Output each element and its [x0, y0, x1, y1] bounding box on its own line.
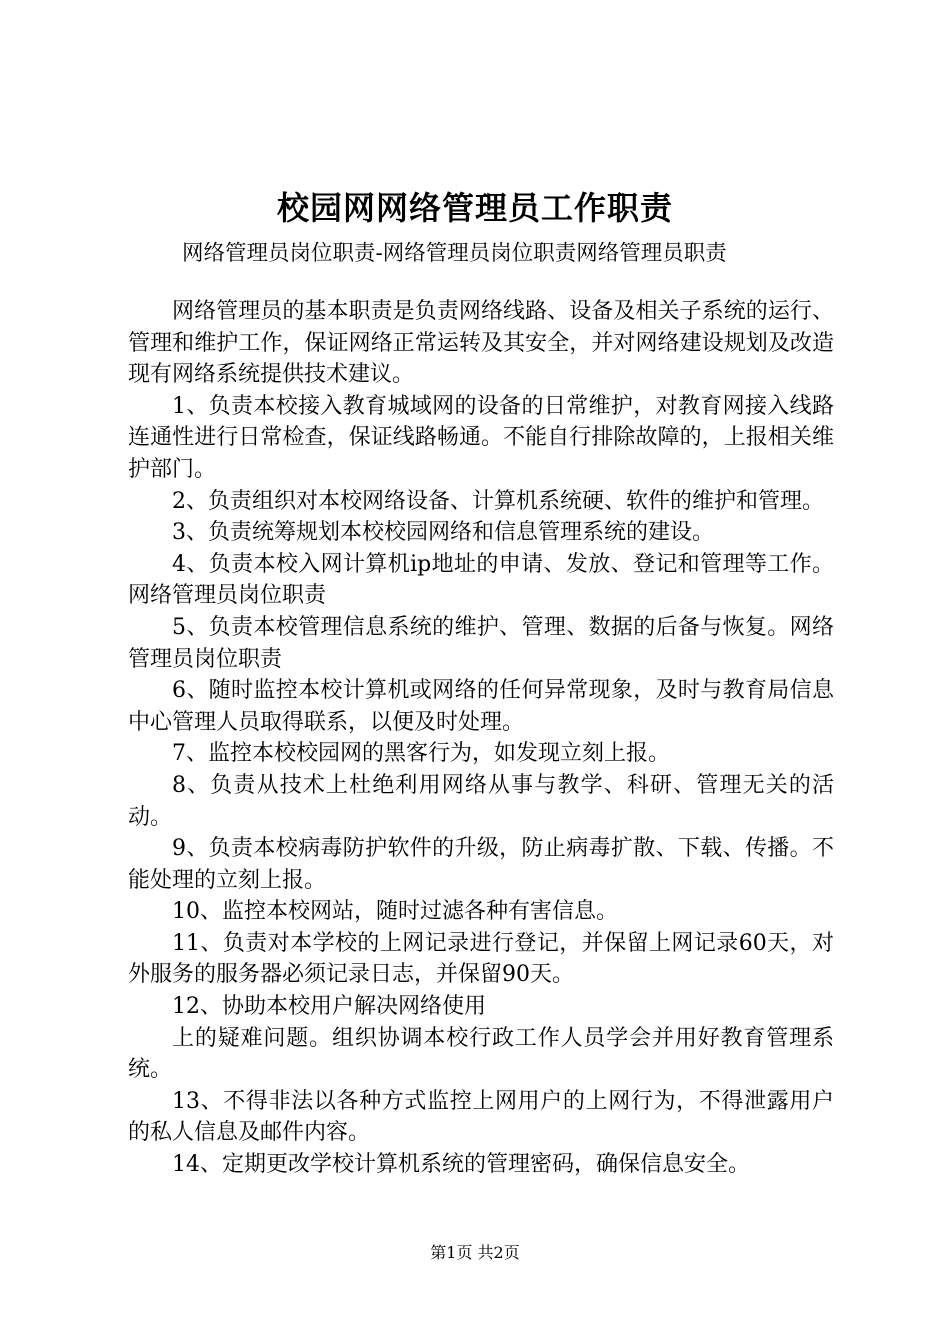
paragraph-item-12: 12、协助本校用户解决网络使用: [172, 994, 486, 1020]
paragraph-item-12-continued: 上的疑难问题。组织协调本校行政工作人员学会并用好教育管理系统。: [128, 1025, 834, 1083]
paragraph-item-7: 7、监控本校校园网的黑客行为，如发现立刻上报。: [172, 741, 670, 767]
paragraph-item-10: 10、监控本校网站，随时过滤各种有害信息。: [172, 899, 618, 925]
paragraph-item-5: 5、负责本校管理信息系统的维护、管理、数据的后备与恢复。网络管理员岗位职责: [128, 614, 834, 672]
paragraph-item-14: 14、定期更改学校计算机系统的管理密码，确保信息安全。: [172, 1152, 750, 1178]
document-subtitle: 网络管理员岗位职责-网络管理员岗位职责网络管理员职责: [182, 241, 727, 266]
document-body: [128, 296, 834, 1181]
paragraph-item-8: 8、负责从技术上杜绝利用网络从事与教学、科研、管理无关的活动。: [128, 772, 834, 830]
paragraph-item-11: 11、负责对本学校的上网记录进行登记，并保留上网记录60天，对外服务的服务器必须记录日志，并保留90天。: [128, 930, 834, 988]
document-title: 校园网网络管理员工作职责: [276, 189, 673, 227]
paragraph-intro: 网络管理员的基本职责是负责网络线路、设备及相关子系统的运行、管理和维护工作，保证网络正常运转及其安全，并对网络建设规划及改造现有网络系统提供技术建议。: [128, 299, 834, 388]
paragraph-item-4: 4、负责本校入网计算机ip地址的申请、发放、登记和管理等工作。网络管理员岗位职责: [128, 551, 834, 609]
paragraph-item-6: 6、随时监控本校计算机或网络的任何异常现象，及时与教育局信息中心管理人员取得联系，以便及时处理。: [128, 678, 834, 735]
paragraph-item-2: 2、负责组织对本校网络设备、计算机系统硬、软件的维护和管理。: [172, 488, 824, 514]
paragraph-item-13: 13、不得非法以各种方式监控上网用户的上网行为，不得泄露用户的私人信息及邮件内容。: [128, 1088, 834, 1146]
page-number-footer: 第1页 共2页: [430, 1243, 520, 1262]
paragraph-item-3: 3、负责统筹规划本校校园网络和信息管理系统的建设。: [172, 520, 714, 546]
paragraph-item-9: 9、负责本校病毒防护软件的升级，防止病毒扩散、下载、传播。不能处理的立刻上报。: [128, 836, 834, 893]
paragraph-item-1: 1、负责本校接入教育城域网的设备的日常维护，对教育网接入线路连通性进行日常检查，保证线路畅通。不能自行排除故障的，上报相关维护部门。: [128, 393, 834, 482]
